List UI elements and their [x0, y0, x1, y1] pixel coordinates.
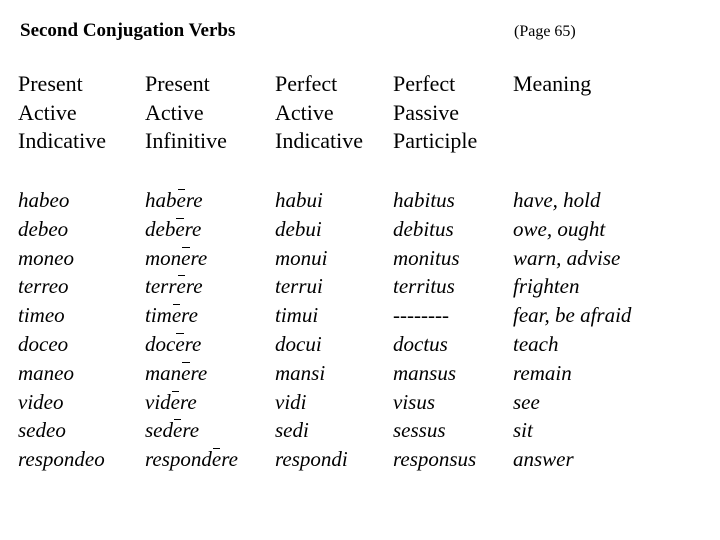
infinitive-cell	[145, 215, 238, 244]
participle-cell: habitus	[393, 188, 455, 212]
header-line: Indicative	[275, 128, 363, 153]
infinitive-cell	[145, 359, 238, 388]
perfect-indicative-cell: monui	[275, 245, 328, 270]
header-perfect-passive-participle	[393, 70, 477, 156]
present-indicative-cell: debeo	[18, 216, 69, 241]
long-e-vowel: e	[173, 416, 182, 445]
header-line: Participle	[393, 128, 478, 153]
header-line: Perfect	[393, 71, 456, 96]
present-indicative-list	[18, 186, 105, 474]
perfect-indicative-cell: docui	[275, 331, 322, 356]
participle-cell: --------	[393, 303, 449, 328]
present-indicative-cell: moneo	[18, 245, 74, 270]
present-indicative-cell: timeo	[18, 303, 65, 328]
participle-cell: monitus	[393, 245, 460, 270]
participle-cell: sessus	[393, 418, 446, 443]
participle-cell: responsus	[393, 447, 477, 472]
header-line: Active	[145, 99, 204, 125]
infinitive-ending: re	[184, 216, 202, 241]
perfect-indicative-cell: timui	[275, 303, 319, 328]
long-e-vowel: e	[175, 215, 184, 244]
long-e-vowel: e	[175, 330, 184, 359]
infinitive-stem: man	[145, 360, 182, 385]
perfect-indicative-cell: debui	[275, 216, 322, 241]
present-indicative-cell: doceo	[18, 331, 69, 356]
infinitive-stem: tim	[145, 303, 172, 328]
long-e-vowel: e	[177, 272, 186, 301]
infinitive-stem: respond	[145, 447, 212, 472]
participle-cell: mansus	[393, 360, 457, 385]
meaning-cell: sit	[513, 418, 533, 443]
infinitive-ending: re	[185, 188, 203, 212]
meaning-cell: teach	[513, 331, 559, 356]
header-line: Indicative	[18, 128, 106, 153]
infinitive-ending: re	[184, 331, 202, 356]
infinitive-cell	[145, 244, 238, 273]
page-title: Second Conjugation Verbs	[20, 20, 236, 41]
meaning-cell: remain	[513, 360, 572, 385]
header-line: Passive	[393, 99, 459, 125]
perfect-indicative-cell: habui	[275, 188, 323, 212]
infinitive-stem: doc	[145, 331, 176, 356]
present-indicative-cell: habeo	[18, 188, 70, 212]
infinitive-cell	[145, 416, 238, 445]
meaning-cell: fear, be afraid	[513, 303, 632, 328]
infinitive-cell	[145, 388, 238, 417]
infinitive-stem: vid	[145, 389, 171, 414]
header-line: Present	[18, 71, 83, 96]
participle-cell: doctus	[393, 331, 448, 356]
infinitive-cell	[145, 186, 238, 215]
long-e-vowel: e	[177, 186, 186, 215]
perfect-indicative-list	[275, 186, 348, 474]
long-e-vowel: e	[181, 244, 190, 273]
page-reference: (Page 65)	[514, 23, 576, 40]
perfect-indicative-cell: sedi	[275, 418, 309, 443]
infinitive-ending: re	[185, 274, 203, 299]
infinitive-stem: terr	[145, 274, 177, 299]
perfect-indicative-cell: mansi	[275, 360, 326, 385]
present-indicative-cell: video	[18, 389, 64, 414]
long-e-vowel: e	[171, 388, 180, 417]
infinitive-ending: re	[190, 360, 208, 385]
present-indicative-cell: respondeo	[18, 447, 105, 472]
participle-list	[393, 186, 476, 474]
perfect-indicative-cell: terrui	[275, 274, 323, 299]
infinitive-stem: hab	[145, 188, 177, 212]
meaning-cell: have, hold	[513, 188, 601, 212]
long-e-vowel: e	[172, 301, 181, 330]
meaning-cell: see	[513, 389, 540, 414]
long-e-vowel: e	[181, 359, 190, 388]
header-perfect-active-indicative	[275, 70, 363, 156]
meaning-cell: answer	[513, 447, 574, 472]
infinitive-stem: mon	[145, 245, 182, 270]
infinitive-ending: re	[181, 303, 198, 328]
header-line: Perfect	[275, 71, 338, 96]
meaning-cell: frighten	[513, 274, 580, 299]
present-indicative-cell: sedeo	[18, 418, 66, 443]
participle-cell: visus	[393, 389, 435, 414]
header-present-active-indicative	[18, 70, 106, 156]
infinitive-cell	[145, 272, 238, 301]
infinitive-cell	[145, 330, 238, 359]
infinitive-ending: re	[190, 245, 208, 270]
infinitive-stem: deb	[145, 216, 176, 241]
long-e-vowel: e	[212, 445, 221, 474]
meaning-cell: owe, ought	[513, 216, 606, 241]
perfect-indicative-cell: respondi	[275, 447, 348, 472]
header-line: Meaning	[513, 71, 592, 96]
infinitive-cell	[145, 301, 238, 330]
header-line: Active	[18, 99, 77, 125]
participle-cell: debitus	[393, 216, 454, 241]
header-meaning	[513, 70, 591, 99]
infinitive-ending: re	[179, 389, 197, 414]
infinitive-cell	[145, 445, 238, 474]
present-indicative-cell: maneo	[18, 360, 74, 385]
infinitive-stem: sed	[145, 418, 173, 443]
participle-cell: territus	[393, 274, 455, 299]
header-present-active-infinitive	[145, 70, 227, 156]
present-indicative-cell: terreo	[18, 274, 69, 299]
header-line: Infinitive	[145, 128, 227, 153]
perfect-indicative-cell: vidi	[275, 389, 307, 414]
meaning-cell: warn, advise	[513, 245, 621, 270]
infinitive-list	[145, 186, 238, 474]
infinitive-ending: re	[182, 418, 200, 443]
meaning-list	[513, 186, 631, 474]
header-line: Present	[145, 71, 210, 96]
infinitive-ending: re	[221, 447, 238, 472]
header-line: Active	[275, 99, 334, 125]
